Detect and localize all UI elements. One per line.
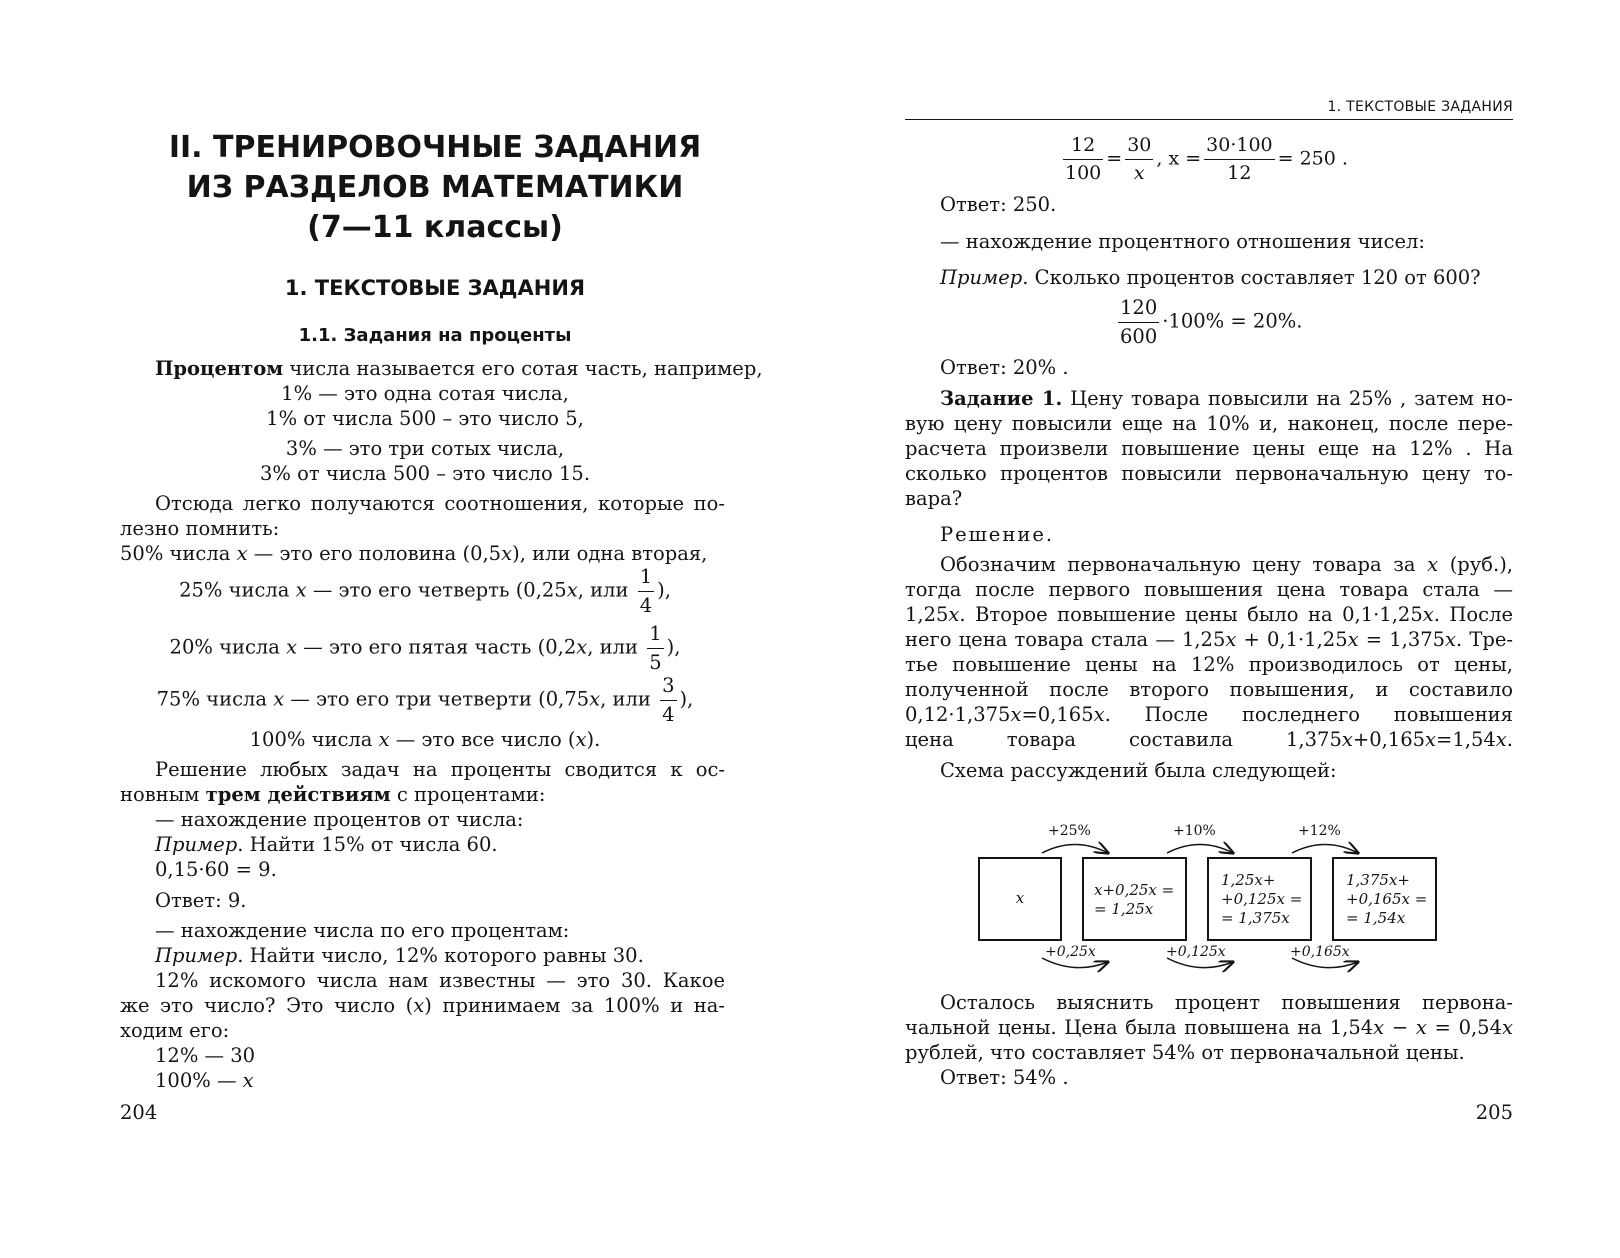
answer-250: Ответ: 250. <box>940 193 1057 216</box>
scheme-arrows <box>810 0 1620 1258</box>
scheme-box-4: 1,375x+ +0,165x = = 1,54x <box>1332 857 1437 941</box>
solution-line: 0,12·1,375x=0,165x. После последнего повышения <box>905 703 1513 726</box>
chapter-title-line3: (7—11 классы) <box>307 210 563 245</box>
solution-line: цена товара составила 1,375x+0,165x=1,54x. <box>905 728 1513 751</box>
task-line: вара? <box>905 487 963 510</box>
chapter-title <box>120 128 750 248</box>
scheme-box-1: x <box>978 857 1062 941</box>
top-arrow-1 <box>1042 845 1108 854</box>
equation-2: $\frac{120}{600}$ ·100% = 20%. <box>1120 296 1303 348</box>
answer-20: Ответ: 20% . <box>940 356 1069 379</box>
definition-text: числа называется его сотая часть, например, <box>283 357 763 380</box>
example-1-calc: 0,15·60 = 9. <box>155 858 277 881</box>
scheme-intro: Схема рассуждений была следующей: <box>940 759 1337 782</box>
conclusion-line: чальной цены. Цена была повышена на 1,54x − x = 0,54x <box>905 1016 1513 1039</box>
relation-100: 100% числа x — это все число (x). <box>249 728 601 751</box>
solution-line: полученной после второго повышения, и составило <box>905 678 1513 701</box>
relation-75: 75% числа x — это его три четверти (0,75x, или $\frac{3}{4}$ ), <box>156 674 694 726</box>
example-2: Пример. Найти число, 12% которого равны 30. <box>155 944 644 967</box>
section-title: 1. ТЕКСТОВЫЕ ЗАДАНИЯ <box>284 276 586 300</box>
running-header: 1. ТЕКСТОВЫЕ ЗАДАНИЯ <box>1327 99 1513 115</box>
bottom-arrow-label-3: +0,165x <box>1290 944 1350 960</box>
proportion-line: 12% — 30 <box>155 1044 256 1067</box>
paragraph-line: новным трем действиям с процентами: <box>120 783 546 806</box>
paragraph-line: же это число? Это число (x) принимаем за 100% и на- <box>120 994 726 1017</box>
method-1: — нахождение процентов от числа: <box>155 808 524 831</box>
top-arrow-3 <box>1292 845 1358 854</box>
top-arrow-label-1: +25% <box>1048 823 1091 839</box>
example-line: 3% от числа 500 – это число 15. <box>259 462 591 485</box>
relation-20: 20% числа x — это его пятая часть (0,2x, или $\frac{1}{5}$ ), <box>169 622 681 674</box>
paragraph-line: Отсюда легко получаются соотношения, которые по- <box>155 492 725 515</box>
solution-line: Обозначим первоначальную цену товара за x (руб.), <box>940 553 1514 576</box>
definition-term: Процентом <box>155 357 284 380</box>
top-arrow-2 <box>1167 845 1233 854</box>
relation-25: 25% числа x — это его четверть (0,25x, или $\frac{1}{4}$ ), <box>179 565 671 617</box>
scheme-box-2: x+0,25x = = 1,25x <box>1082 857 1187 941</box>
example-3: Пример. Сколько процентов составляет 120 от 600? <box>940 266 1481 289</box>
example-line: 1% от числа 500 – это число 5, <box>266 407 584 430</box>
solution-line: него цена товара стала — 1,25x + 0,1·1,25x = 1,375x. Тре- <box>905 628 1513 651</box>
chapter-title-line2: ИЗ РАЗДЕЛОВ МАТЕМАТИКИ <box>186 170 684 205</box>
fraction: $\frac{1}{4}$ <box>639 565 653 617</box>
example-line: 1% — это одна сотая числа, <box>281 382 569 405</box>
paragraph-line: лезно помнить: <box>120 517 280 540</box>
example-1: Пример. Найти 15% от числа 60. <box>155 833 498 856</box>
chapter-title-line1: II. ТРЕНИРОВОЧНЫЕ ЗАДАНИЯ <box>168 130 702 165</box>
bottom-arrow-label-2: +0,125x <box>1166 944 1226 960</box>
solution-line: 1,25x. Второе повышение цены было на 0,1·1,25x. После <box>905 603 1513 626</box>
task-line: сколько процентов повысили первоначальную цену то- <box>905 462 1513 485</box>
task-line: вую цену повысили еще на 10% и, наконец, после пере- <box>905 412 1513 435</box>
conclusion-line: Осталось выяснить процент повышения первона- <box>940 991 1513 1014</box>
task-line: расчета произвели повышение цены еще на 12% . На <box>905 437 1513 460</box>
bottom-arrow-label-1: +0,25x <box>1045 944 1096 960</box>
proportion-line: 100% — x <box>155 1069 254 1092</box>
task-line: Задание 1. Цену товара повысили на 25% , затем но- <box>940 387 1513 410</box>
definition-paragraph <box>155 356 763 382</box>
solution-line: тье повышение цены на 12% производилось от цены, <box>905 653 1513 676</box>
answer-1: Ответ: 9. <box>155 889 247 912</box>
paragraph-line: Решение любых задач на проценты сводится к ос- <box>155 758 725 781</box>
paragraph-line: ходим его: <box>120 1019 230 1042</box>
method-3: — нахождение процентного отношения чисел: <box>940 230 1425 253</box>
example-line: 3% — это три сотых числа, <box>285 437 565 460</box>
right-page <box>810 0 1620 1258</box>
solution-label: Решение. <box>940 523 1055 546</box>
answer-54: Ответ: 54% . <box>940 1066 1069 1089</box>
subsection-title: 1.1. Задания на проценты <box>298 325 572 346</box>
fraction: $\frac{3}{4}$ <box>662 674 675 726</box>
relation-50: 50% числа x — это его половина (0,5x), или одна вторая, <box>120 542 708 565</box>
equation-1: $\frac{12}{100}$ = $\frac{30}{x}$ , x = $\frac{30\cdot 100}{12}$ = 250 . <box>1065 134 1348 184</box>
method-2: — нахождение числа по его процентам: <box>155 919 570 942</box>
paragraph-line: 12% искомого числа нам известны — это 30. Какое <box>155 969 725 992</box>
page-number: 204 <box>120 1101 158 1124</box>
page-number: 205 <box>1475 1101 1513 1124</box>
conclusion-line: рублей, что составляет 54% от первоначальной цены. <box>905 1041 1465 1064</box>
scheme-box-3: 1,25x+ +0,125x = = 1,375x <box>1207 857 1312 941</box>
solution-line: тогда после первого повышения цена товара стала — <box>905 578 1513 601</box>
fraction: $\frac{1}{5}$ <box>649 622 662 674</box>
top-arrow-label-2: +10% <box>1173 823 1216 839</box>
top-arrow-label-3: +12% <box>1298 823 1341 839</box>
